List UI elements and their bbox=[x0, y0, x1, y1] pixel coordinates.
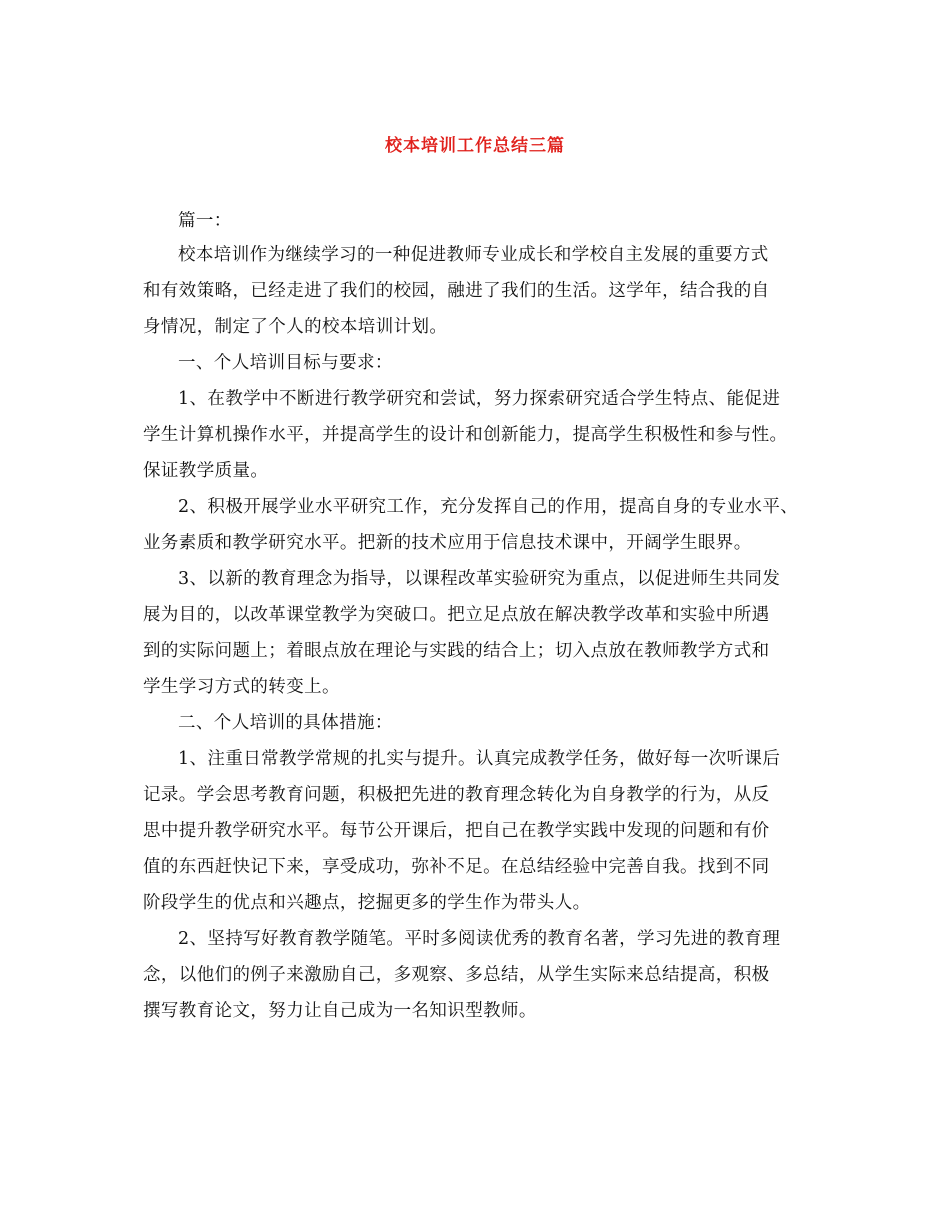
paragraph-line: 身情况，制定了个人的校本培训计划。 bbox=[143, 317, 448, 337]
subsection-heading: 一、个人培训目标与要求： bbox=[178, 353, 393, 373]
document-title: 校本培训工作总结三篇 bbox=[385, 136, 565, 156]
paragraph-line: 撰写教育论文，努力让自己成为一名知识型教师。 bbox=[143, 1001, 537, 1021]
paragraph-line: 和有效策略，已经走进了我们的校园，融进了我们的生活。这学年，结合我的自 bbox=[143, 281, 770, 301]
paragraph-line: 思中提升教学研究水平。每节公开课后，把自己在教学实践中发现的问题和有价 bbox=[143, 821, 770, 841]
paragraph-line: 业务素质和教学研究水平。把新的技术应用于信息技术课中，开阔学生眼界。 bbox=[143, 533, 752, 553]
paragraph-line: 1、在教学中不断进行教学研究和尝试，努力探索研究适合学生特点、能促进 bbox=[178, 389, 781, 409]
paragraph-line: 念，以他们的例子来激励自己，多观察、多总结，从学生实际来总结提高，积极 bbox=[143, 965, 770, 985]
paragraph-line: 展为目的，以改革课堂教学为突破口。把立足点放在解决教学改革和实验中所遇 bbox=[143, 605, 770, 625]
paragraph-line: 保证教学质量。 bbox=[143, 461, 269, 481]
paragraph-line: 学生计算机操作水平，并提高学生的设计和创新能力，提高学生积极性和参与性。 bbox=[143, 425, 788, 445]
paragraph-line: 值的东西赶快记下来，享受成功，弥补不足。在总结经验中完善自我。找到不同 bbox=[143, 857, 770, 877]
paragraph-line: 1、注重日常教学常规的扎实与提升。认真完成教学任务，做好每一次听课后 bbox=[178, 749, 781, 769]
paragraph-line: 到的实际问题上；着眼点放在理论与实践的结合上；切入点放在教师教学方式和 bbox=[143, 641, 770, 661]
paragraph-line: 阶段学生的优点和兴趣点，挖掘更多的学生作为带头人。 bbox=[143, 893, 591, 913]
paragraph-line: 2、坚持写好教育教学随笔。平时多阅读优秀的教育名著，学习先进的教育理 bbox=[178, 929, 781, 949]
section-heading: 篇一： bbox=[178, 211, 232, 231]
paragraph-line: 校本培训作为继续学习的一种促进教师专业成长和学校自主发展的重要方式 bbox=[178, 245, 769, 265]
paragraph-line: 3、以新的教育理念为指导，以课程改革实验研究为重点，以促进师生共同发 bbox=[178, 569, 781, 589]
paragraph-line: 记录。学会思考教育问题，积极把先进的教育理念转化为自身教学的行为，从反 bbox=[143, 785, 770, 805]
paragraph-line: 学生学习方式的转变上。 bbox=[143, 677, 340, 697]
paragraph-line: 2、积极开展学业水平研究工作，充分发挥自己的作用，提高自身的专业水平、 bbox=[178, 497, 799, 517]
subsection-heading: 二、个人培训的具体措施： bbox=[178, 713, 393, 733]
